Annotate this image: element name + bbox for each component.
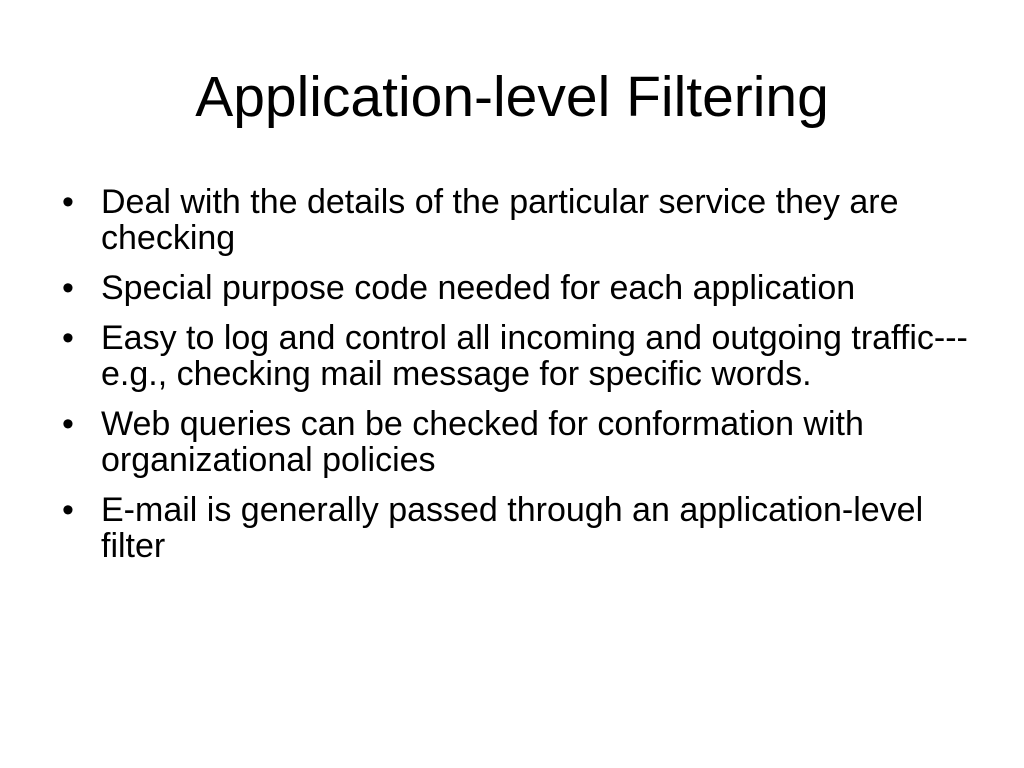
- bullet-item: [58, 320, 978, 392]
- bullet-item: [58, 406, 978, 478]
- bullet-item: [58, 270, 978, 306]
- bullet-item: [58, 492, 978, 564]
- bullet-list: [58, 184, 978, 578]
- bullet-text: Easy to log and control all incoming and outgoing traffic---e.g., checking mail message for specific words.: [101, 319, 968, 393]
- bullet-text: Deal with the details of the particular service they are checking: [101, 183, 899, 257]
- bullet-marker: •: [62, 405, 74, 443]
- bullet-text: Web queries can be checked for conformation with organizational policies: [101, 405, 864, 479]
- slide-title: Application-level Filtering: [195, 65, 829, 129]
- bullet-marker: •: [62, 269, 74, 307]
- bullet-marker: •: [62, 491, 74, 529]
- bullet-item: [58, 184, 978, 256]
- bullet-text: E-mail is generally passed through an application-level filter: [101, 491, 924, 565]
- bullet-marker: •: [62, 183, 74, 221]
- bullet-marker: •: [62, 319, 74, 357]
- bullet-text: Special purpose code needed for each application: [101, 269, 856, 307]
